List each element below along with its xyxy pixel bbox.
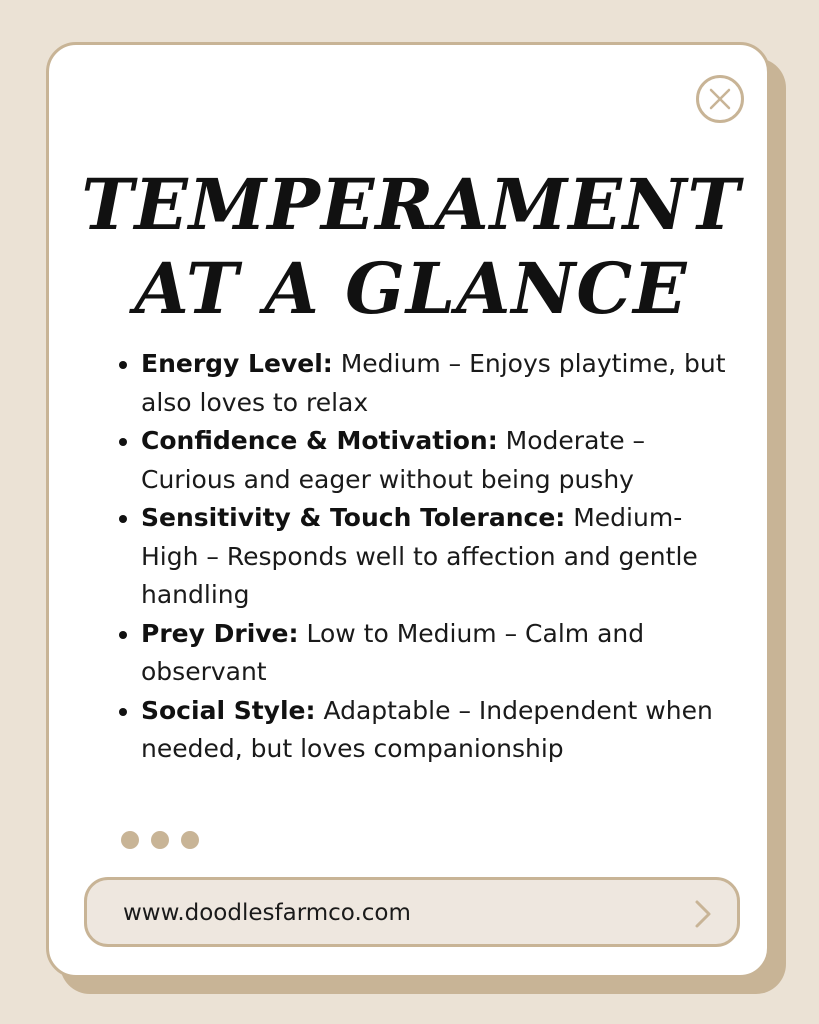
chevron-right-icon[interactable] [691, 899, 715, 929]
page-title [49, 163, 773, 331]
trait-label: Sensitivity & Touch Tolerance: [141, 503, 566, 532]
title-line-1: TEMPERAMENT [81, 163, 741, 246]
trait-text: Moderate – Curious and eager without being pushy [141, 426, 646, 494]
dot-icon [151, 831, 169, 849]
close-button[interactable] [696, 75, 744, 123]
trait-text: Medium – Enjoys playtime, but also loves to relax [141, 349, 726, 417]
trait-label: Energy Level: [141, 349, 333, 378]
list-item [141, 615, 731, 692]
url-text: www.doodlesfarmco.com [123, 900, 411, 926]
trait-list [141, 345, 731, 769]
list-item [141, 422, 731, 499]
url-bar[interactable] [84, 877, 740, 947]
trait-text: Medium-High – Responds well to affection and gentle handling [141, 503, 698, 609]
trait-label: Confidence & Motivation: [141, 426, 498, 455]
trait-text: Adaptable – Independent when needed, but loves companionship [141, 695, 713, 763]
trait-text: Low to Medium – Calm and observant [141, 618, 645, 686]
list-item [141, 345, 731, 422]
trait-label: Prey Drive: [141, 618, 299, 648]
trait-label: Social Style: [141, 695, 316, 725]
pagination-dots [121, 831, 199, 849]
dot-icon [181, 831, 199, 849]
dot-icon [121, 831, 139, 849]
info-card [46, 42, 770, 978]
title-line-2: AT A GLANCE [134, 247, 688, 330]
list-item [141, 692, 731, 769]
close-icon [709, 88, 731, 110]
list-item [141, 499, 731, 615]
